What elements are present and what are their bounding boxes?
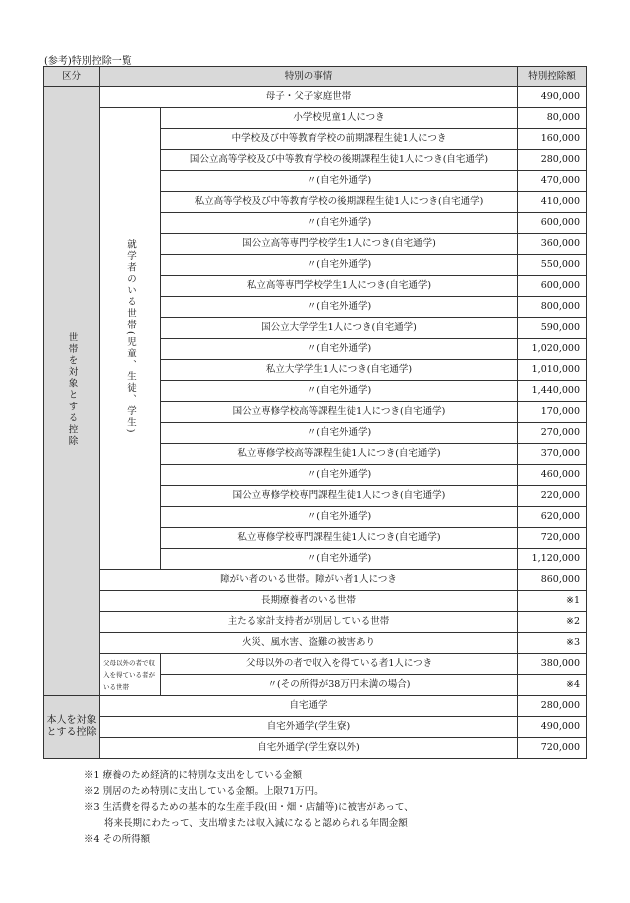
- note-3-continued: 将来長期にわたって、支出増または収入減になると認められる年間金額: [104, 818, 408, 829]
- shugaku-row-amount: 160,000: [518, 129, 587, 150]
- note-2: ※2 別居のため特別に支出している金額。上限71万円。: [84, 786, 324, 797]
- shugaku-row-label: 私立専修学校専門課程生徒1人につき(自宅通学): [161, 528, 518, 549]
- shugaku-row-amount: 280,000: [518, 150, 587, 171]
- shugaku-row-label: 私立高等専門学校学生1人につき(自宅通学): [161, 276, 518, 297]
- shugaku-row-amount: 220,000: [518, 486, 587, 507]
- shugaku-row-amount: 1,010,000: [518, 360, 587, 381]
- shugaku-row-amount: 600,000: [518, 213, 587, 234]
- fubo-row-amount: ※4: [518, 675, 587, 696]
- fubo-row-amount: 380,000: [518, 654, 587, 675]
- table-row: [44, 633, 587, 654]
- shugaku-row-label: 〃(自宅外通学): [161, 423, 518, 444]
- shugaku-row-amount: 270,000: [518, 423, 587, 444]
- setai-kubun-cell: [44, 87, 100, 696]
- shugaku-row-label: 〃(自宅外通学): [161, 465, 518, 486]
- shugaku-row-amount: 80,000: [518, 108, 587, 129]
- shugaku-row-label: 国公立専修学校専門課程生徒1人につき(自宅通学): [161, 486, 518, 507]
- other-row-amount: ※2: [518, 612, 587, 633]
- shugaku-row-amount: 1,440,000: [518, 381, 587, 402]
- shugaku-row-label: 〃(自宅外通学): [161, 213, 518, 234]
- table-row: [44, 87, 587, 108]
- header-kubun: 区分: [44, 67, 100, 87]
- shugaku-row-label: 〃(自宅外通学): [161, 297, 518, 318]
- shugaku-row-amount: 170,000: [518, 402, 587, 423]
- shugaku-row-amount: 460,000: [518, 465, 587, 486]
- note-3: ※3 生活費を得るための基本的な生産手段(田・畑・店舗等)に被害があって、: [84, 802, 414, 813]
- shugaku-row-amount: 410,000: [518, 192, 587, 213]
- shugaku-row-amount: 600,000: [518, 276, 587, 297]
- shugaku-row-label: 〃(自宅外通学): [161, 507, 518, 528]
- footnotes: [84, 768, 414, 848]
- fubo-group-label: 父母以外の者で収入を得ている者がいる世帯: [100, 654, 161, 696]
- note-1: ※1 療養のため経済的に特別な支出をしている金額: [84, 770, 303, 781]
- header-amount: 特別控除額: [518, 67, 587, 87]
- shugaku-row-label: 中学校及び中等教育学校の前期課程生徒1人につき: [161, 129, 518, 150]
- shugaku-row-amount: 1,120,000: [518, 549, 587, 570]
- table-row: [44, 591, 587, 612]
- honnin-row-amount: 280,000: [518, 696, 587, 717]
- setai-label: 世帯を対象とする控除: [66, 331, 78, 447]
- shugaku-row-label: 私立高等学校及び中等教育学校の後期課程生徒1人につき(自宅通学): [161, 192, 518, 213]
- table-row: [44, 696, 587, 717]
- table-row: [44, 654, 587, 675]
- table-row: [44, 738, 587, 759]
- shugaku-row-label: 私立大学学生1人につき(自宅通学): [161, 360, 518, 381]
- other-row-label: 火災、風水害、盗難の被害あり: [100, 633, 518, 654]
- shugaku-row-amount: 720,000: [518, 528, 587, 549]
- honnin-row-label: 自宅外通学(学生寮以外): [100, 738, 518, 759]
- shugaku-row-label: 私立専修学校高等課程生徒1人につき(自宅通学): [161, 444, 518, 465]
- table-row: [44, 570, 587, 591]
- shugaku-row-amount: 590,000: [518, 318, 587, 339]
- header-row: [44, 67, 587, 87]
- shugaku-row-amount: 1,020,000: [518, 339, 587, 360]
- fushi-amount: 490,000: [518, 87, 587, 108]
- shugaku-row-label: 〃(自宅外通学): [161, 549, 518, 570]
- shugaku-row-label: 国公立専修学校高等課程生徒1人につき(自宅通学): [161, 402, 518, 423]
- shugaku-row-amount: 470,000: [518, 171, 587, 192]
- shugaku-label: 就学者のいる世帯(児童、生徒、学生): [125, 238, 136, 435]
- note-4: ※4 その所得額: [84, 834, 151, 845]
- shugaku-row-label: 小学校児童1人につき: [161, 108, 518, 129]
- table-row: [44, 612, 587, 633]
- header-jijo: 特別の事情: [100, 67, 518, 87]
- honnin-row-amount: 490,000: [518, 717, 587, 738]
- honnin-row-amount: 720,000: [518, 738, 587, 759]
- table-row: [44, 108, 587, 129]
- other-row-amount: ※3: [518, 633, 587, 654]
- honnin-row-label: 自宅通学: [100, 696, 518, 717]
- fushi-label: 母子・父子家庭世帯: [100, 87, 518, 108]
- shugaku-row-label: 〃(自宅外通学): [161, 339, 518, 360]
- honnin-kubun-cell: 本人を対象とする控除: [44, 696, 100, 759]
- shugaku-row-label: 〃(自宅外通学): [161, 171, 518, 192]
- shugaku-row-label: 〃(自宅外通学): [161, 255, 518, 276]
- honnin-row-label: 自宅外通学(学生寮): [100, 717, 518, 738]
- document-title: (参考)特別控除一覧: [44, 56, 132, 67]
- shugaku-group-cell: [100, 108, 161, 570]
- shugaku-row-amount: 360,000: [518, 234, 587, 255]
- other-row-amount: 860,000: [518, 570, 587, 591]
- other-row-amount: ※1: [518, 591, 587, 612]
- shugaku-row-label: 国公立大学学生1人につき(自宅通学): [161, 318, 518, 339]
- fubo-row-label: 〃(その所得が38万円未満の場合): [161, 675, 518, 696]
- shugaku-row-label: 国公立高等専門学校学生1人につき(自宅通学): [161, 234, 518, 255]
- shugaku-row-label: 〃(自宅外通学): [161, 381, 518, 402]
- other-row-label: 主たる家計支持者が別居している世帯: [100, 612, 518, 633]
- other-row-label: 障がい者のいる世帯。障がい者1人につき: [100, 570, 518, 591]
- other-row-label: 長期療養者のいる世帯: [100, 591, 518, 612]
- shugaku-row-amount: 800,000: [518, 297, 587, 318]
- table-row: [44, 717, 587, 738]
- shugaku-row-amount: 620,000: [518, 507, 587, 528]
- fubo-row-label: 父母以外の者で収入を得ている者1人につき: [161, 654, 518, 675]
- shugaku-row-amount: 370,000: [518, 444, 587, 465]
- shugaku-row-label: 国公立高等学校及び中等教育学校の後期課程生徒1人につき(自宅通学): [161, 150, 518, 171]
- shugaku-row-amount: 550,000: [518, 255, 587, 276]
- special-deduction-table: [43, 66, 587, 759]
